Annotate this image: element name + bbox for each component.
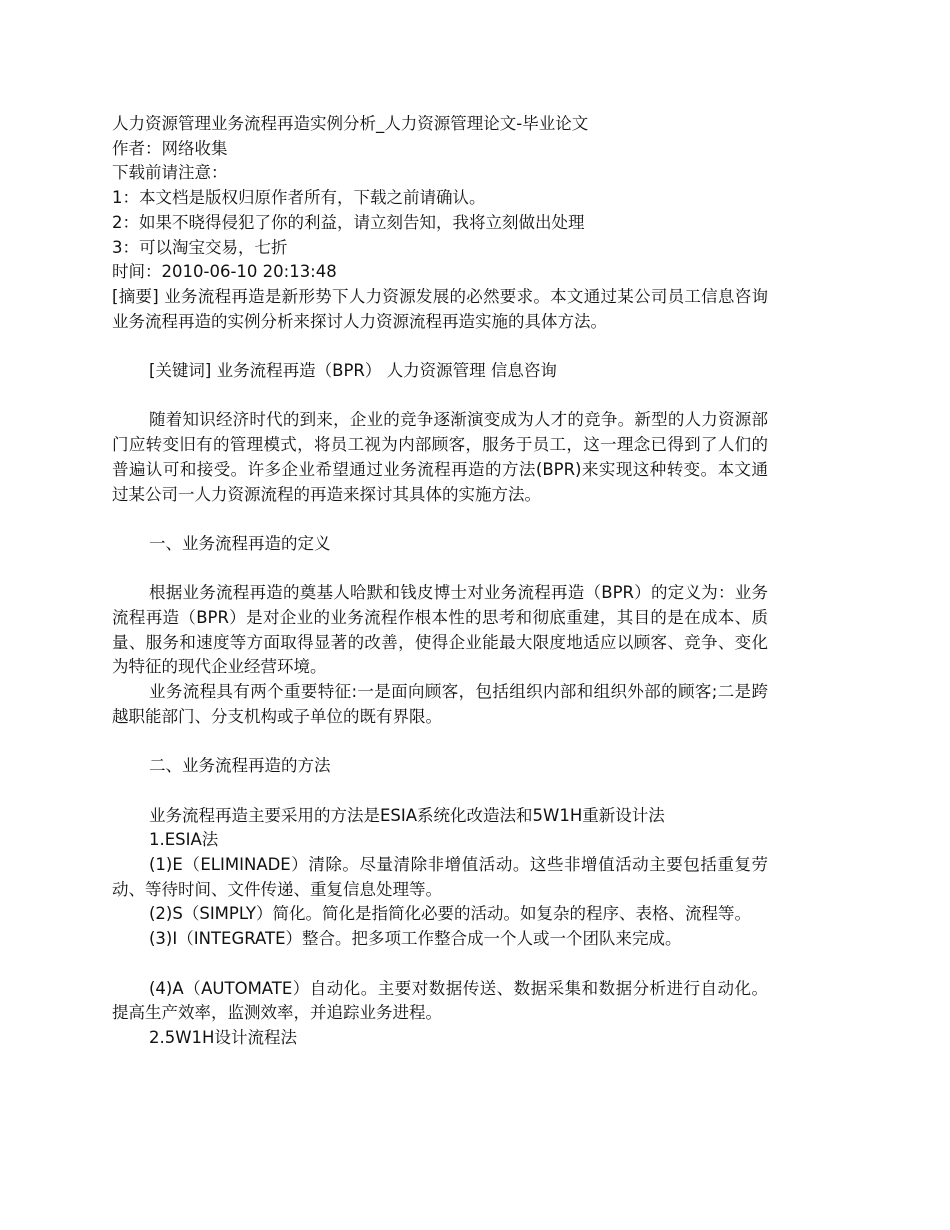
esia-item-eliminate: (1)E（ELIMINADE）清除。尽量清除非增值活动。这些非增值活动主要包括重复劳动、等待时间、文件传递、重复信息处理等。 xyxy=(112,855,768,899)
spacer xyxy=(112,507,768,532)
spacer xyxy=(112,779,768,804)
section-2-heading: 二、业务流程再造的方法 xyxy=(149,756,331,776)
spacer xyxy=(112,384,768,409)
section-2-paragraph-1: 业务流程再造主要采用的方法是ESIA系统化改造法和5W1H重新设计法 xyxy=(149,805,665,825)
author-line: 作者：网络收集 xyxy=(112,138,228,158)
notice-item-3: 3：可以淘宝交易，七折 xyxy=(112,237,288,257)
spacer xyxy=(112,557,768,582)
esia-item-simply: (2)S（SIMPLY）简化。简化是指简化必要的活动。如复杂的程序、表格、流程等。 xyxy=(149,904,751,924)
subsection-esia: 1.ESIA法 xyxy=(149,830,219,850)
document-title: 人力资源管理业务流程再造实例分析_人力资源管理论文-毕业论文 xyxy=(112,114,589,133)
intro-paragraph: 随着知识经济时代的到来，企业的竞争逐渐演变成为人才的竞争。新型的人力资源部门应转变旧有的管理模式，将员工视为内部顾客，服务于员工，这一理念已得到了人们的普遍认可和接受。许多企业希望通过业务流程再造的方法(BPR)来实现这种转变。本文通过某公司一人力资源流程的再造来探讨其具体的实施方法。 xyxy=(112,410,768,504)
notice-heading: 下载前请注意： xyxy=(112,163,228,183)
esia-item-integrate: (3)I（INTEGRATE）整合。把多项工作整合成一个人或一个团队来完成。 xyxy=(149,929,682,949)
subsection-5w1h: 2.5W1H设计流程法 xyxy=(149,1027,297,1047)
spacer xyxy=(112,952,768,977)
section-1-paragraph-1: 根据业务流程再造的奠基人哈默和钱皮博士对业务流程再造（BPR）的定义为：业务流程再造（BPR）是对企业的业务流程作根本性的思考和彻底重建，其目的是在成本、质量、服务和速度等方面取得显著的改善，使得企业能最大限度地适应以顾客、竞争、变化为特征的现代企业经营环境。 xyxy=(112,583,768,677)
spacer xyxy=(112,730,768,755)
spacer xyxy=(112,334,768,359)
notice-item-1: 1：本文档是版权归原作者所有，下载之前请确认。 xyxy=(112,188,486,208)
notice-item-2: 2：如果不晓得侵犯了你的利益，请立刻告知，我将立刻做出处理 xyxy=(112,212,585,232)
section-1-paragraph-2: 业务流程具有两个重要特征:一是面向顾客，包括组织内部和组织外部的顾客;二是跨越职能部门、分支机构或子单位的既有界限。 xyxy=(112,682,768,726)
keywords-line: [关键词] 业务流程再造（BPR） 人力资源管理 信息咨询 xyxy=(149,361,557,381)
timestamp-line: 时间：2010-06-10 20:13:48 xyxy=(112,262,337,282)
document-page xyxy=(112,112,768,1051)
esia-item-automate: (4)A（AUTOMATE）自动化。主要对数据传送、数据采集和数据分析进行自动化。提高生产效率，监测效率，并追踪业务进程。 xyxy=(112,978,768,1023)
section-1-heading: 一、业务流程再造的定义 xyxy=(149,533,331,553)
abstract-paragraph: [摘要] 业务流程再造是新形势下人力资源发展的必然要求。本文通过某公司员工信息咨询业务流程再造的实例分析来探讨人力资源流程再造实施的具体方法。 xyxy=(112,286,768,331)
